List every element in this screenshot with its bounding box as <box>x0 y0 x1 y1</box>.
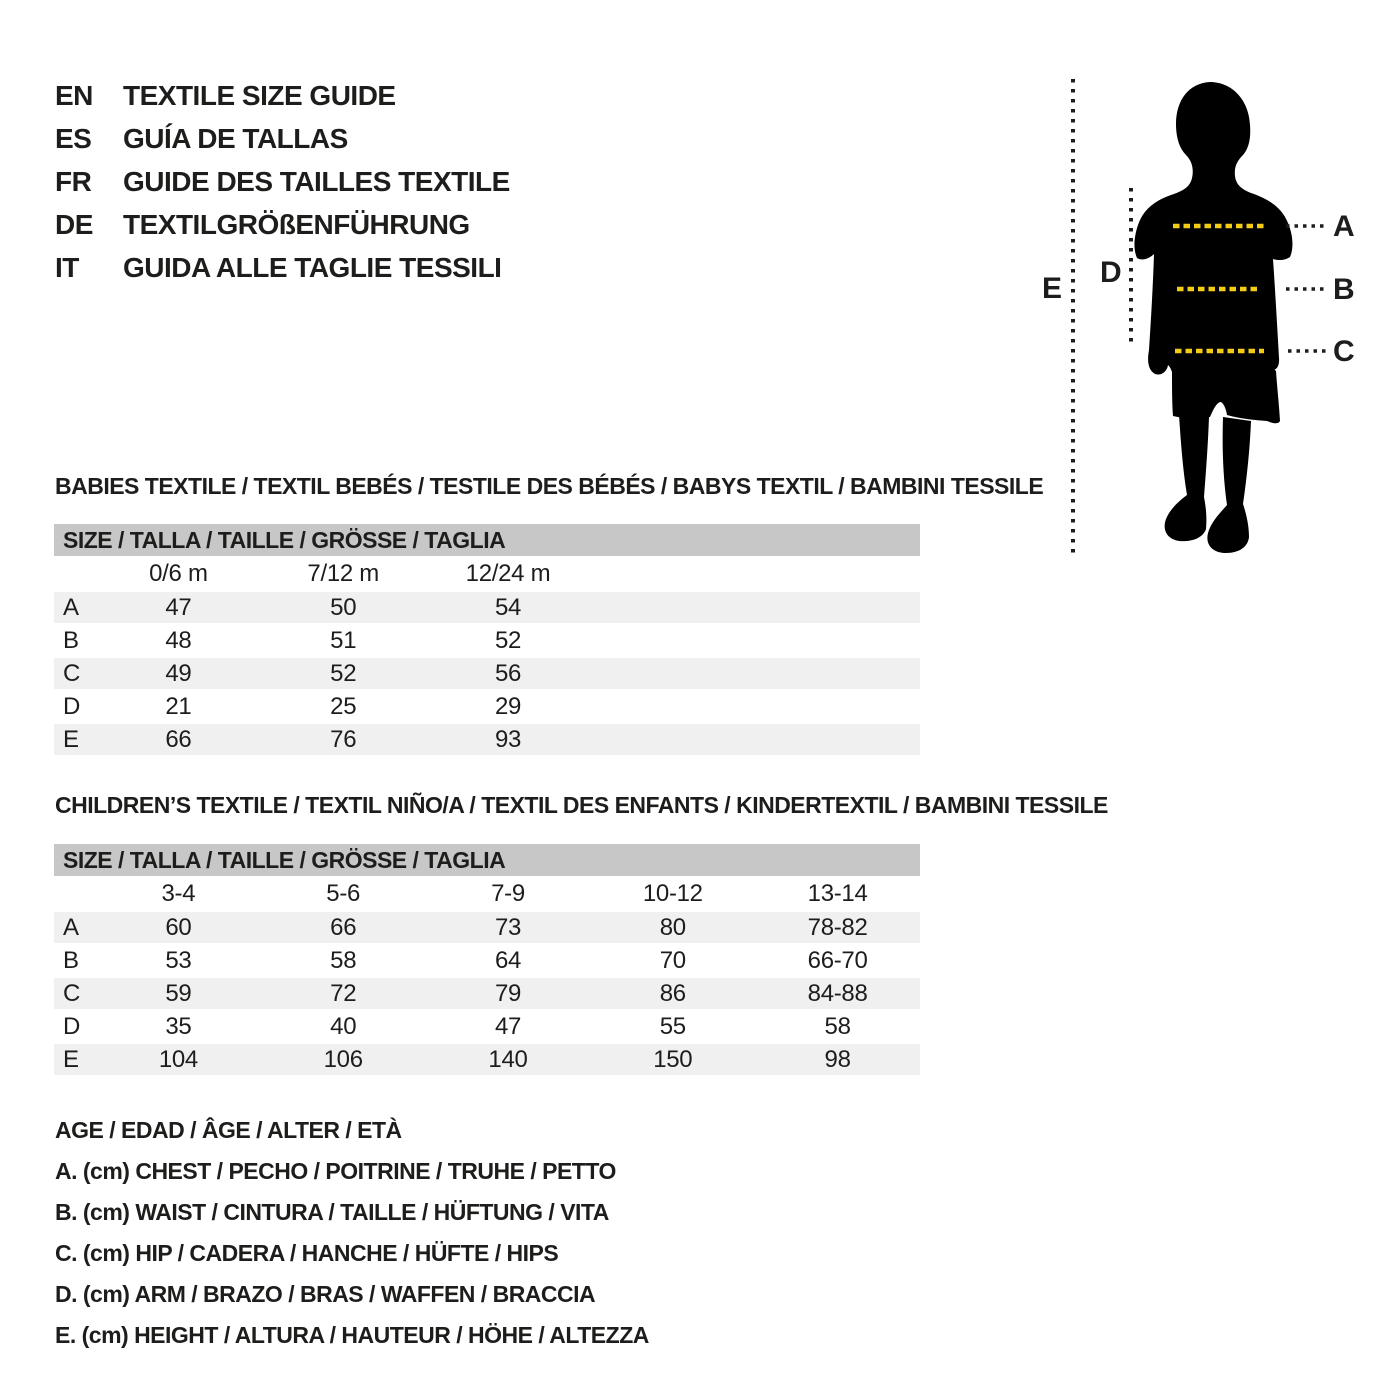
table-cell: 66 <box>165 725 192 753</box>
row-label: A <box>63 913 79 941</box>
table-cell: 51 <box>330 626 357 654</box>
table-cell: 64 <box>494 946 522 974</box>
row-label: E <box>63 725 79 753</box>
table-cell: 150 <box>653 1045 693 1073</box>
language-row <box>55 117 510 160</box>
table-cell: 53 <box>165 946 192 974</box>
table-cell: 25 <box>330 692 357 720</box>
language-row <box>55 203 510 246</box>
column-header-cell: 0/6 m <box>149 560 208 587</box>
table-cell: 72 <box>330 979 357 1007</box>
language-code: IT <box>55 251 79 283</box>
children-column-header-row <box>54 876 920 912</box>
table-cell: 47 <box>494 1012 522 1040</box>
language-list <box>55 74 510 289</box>
waist-label: B <box>1333 273 1355 306</box>
language-title: GUÍA DE TALLAS <box>123 122 348 154</box>
table-row <box>54 724 920 755</box>
child-silhouette <box>1134 82 1292 553</box>
language-title: GUIDE DES TAILLES TEXTILE <box>123 165 510 197</box>
table-cell: 48 <box>165 626 192 654</box>
children-section-title: CHILDREN’S TEXTILE / TEXTIL NIÑO/A / TEXTIL DES ENFANTS / KINDERTEXTIL / BAMBINI TESSILE <box>55 792 1108 818</box>
table-cell: 60 <box>165 913 192 941</box>
arm-label: D <box>1100 256 1122 289</box>
hip-label: C <box>1333 335 1355 368</box>
row-label: B <box>63 626 79 654</box>
table-cell: 56 <box>494 659 522 687</box>
column-header-cell: 3-4 <box>161 880 196 907</box>
row-label: D <box>63 692 81 720</box>
table-cell: 47 <box>165 593 192 621</box>
table-cell: 76 <box>330 725 357 753</box>
table-cell: 66 <box>330 913 357 941</box>
table-cell: 70 <box>659 946 686 974</box>
height-label: E <box>1042 272 1063 305</box>
babies-table-header-bar: SIZE / TALLA / TAILLE / GRÖSSE / TAGLIA <box>54 524 920 556</box>
language-row <box>55 74 510 117</box>
chest-label: A <box>1333 210 1355 243</box>
language-title: TEXTILGRÖßENFÜHRUNG <box>123 208 470 240</box>
table-cell: 58 <box>330 946 357 974</box>
children-table-header-bar: SIZE / TALLA / TAILLE / GRÖSSE / TAGLIA <box>54 844 920 876</box>
row-label: C <box>63 659 81 687</box>
table-row <box>54 592 920 623</box>
legend-item: C. (cm) HIP / CADERA / HANCHE / HÜFTE / HIPS <box>55 1240 559 1266</box>
table-cell: 140 <box>488 1045 528 1073</box>
table-cell: 79 <box>494 979 522 1007</box>
column-header-cell: 13-14 <box>807 880 868 907</box>
child-measurement-figure <box>1040 55 1400 565</box>
table-cell: 55 <box>659 1012 686 1040</box>
table-cell: 98 <box>824 1045 851 1073</box>
children-table-body <box>54 912 920 1075</box>
legend-age-line: AGE / EDAD / ÂGE / ALTER / ETÀ <box>55 1117 402 1143</box>
table-cell: 50 <box>330 593 357 621</box>
table-cell: 93 <box>494 725 522 753</box>
language-code: ES <box>55 122 92 154</box>
language-code: FR <box>55 165 92 197</box>
table-cell: 29 <box>494 692 522 720</box>
column-header-cell: 5-6 <box>326 880 361 907</box>
row-label: D <box>63 1012 81 1040</box>
legend-item: E. (cm) HEIGHT / ALTURA / HAUTEUR / HÖHE / ALTEZZA <box>55 1322 649 1348</box>
table-cell: 59 <box>165 979 192 1007</box>
table-cell: 58 <box>824 1012 851 1040</box>
table-cell: 106 <box>323 1045 363 1073</box>
table-cell: 21 <box>165 692 192 720</box>
table-row <box>54 945 920 976</box>
language-code: DE <box>55 208 93 240</box>
table-row <box>54 978 920 1009</box>
language-title: TEXTILE SIZE GUIDE <box>123 79 396 111</box>
table-row <box>54 912 920 943</box>
row-label: A <box>63 593 79 621</box>
language-code: EN <box>55 79 93 111</box>
table-cell: 73 <box>494 913 522 941</box>
babies-table-body <box>54 592 920 755</box>
table-cell: 54 <box>494 593 522 621</box>
legend-item: D. (cm) ARM / BRAZO / BRAS / WAFFEN / BRACCIA <box>55 1281 596 1307</box>
column-header-cell: 12/24 m <box>465 560 551 587</box>
column-header-cell: 10-12 <box>642 880 703 907</box>
table-row <box>54 658 920 689</box>
legend-list <box>55 1151 649 1356</box>
column-header-cell: 7-9 <box>491 880 525 907</box>
table-cell: 35 <box>165 1012 192 1040</box>
table-cell: 40 <box>330 1012 357 1040</box>
table-cell: 104 <box>158 1045 198 1073</box>
measurement-legend <box>55 1110 649 1356</box>
babies-column-header-row <box>54 556 920 592</box>
legend-item: B. (cm) WAIST / CINTURA / TAILLE / HÜFTUNG / VITA <box>55 1199 609 1225</box>
table-cell: 78-82 <box>807 913 868 941</box>
table-row <box>54 691 920 722</box>
language-title: GUIDA ALLE TAGLIE TESSILI <box>123 251 502 283</box>
babies-size-table <box>54 524 920 757</box>
table-cell: 80 <box>659 913 686 941</box>
row-label: E <box>63 1045 79 1073</box>
babies-section-title: BABIES TEXTILE / TEXTIL BEBÉS / TESTILE DES BÉBÉS / BABYS TEXTIL / BAMBINI TESSILE <box>55 473 1044 499</box>
table-cell: 86 <box>659 979 686 1007</box>
row-label: C <box>63 979 81 1007</box>
table-row <box>54 1044 920 1075</box>
column-header-cell: 7/12 m <box>307 560 379 587</box>
table-cell: 52 <box>494 626 522 654</box>
table-row <box>54 1011 920 1042</box>
children-size-table <box>54 844 920 1077</box>
table-cell: 49 <box>165 659 192 687</box>
legend-item: A. (cm) CHEST / PECHO / POITRINE / TRUHE / PETTO <box>55 1158 616 1184</box>
language-row <box>55 160 510 203</box>
table-cell: 84-88 <box>807 979 868 1007</box>
language-row <box>55 246 510 289</box>
table-cell: 52 <box>330 659 357 687</box>
table-cell: 66-70 <box>807 946 868 974</box>
table-row <box>54 625 920 656</box>
row-label: B <box>63 946 79 974</box>
